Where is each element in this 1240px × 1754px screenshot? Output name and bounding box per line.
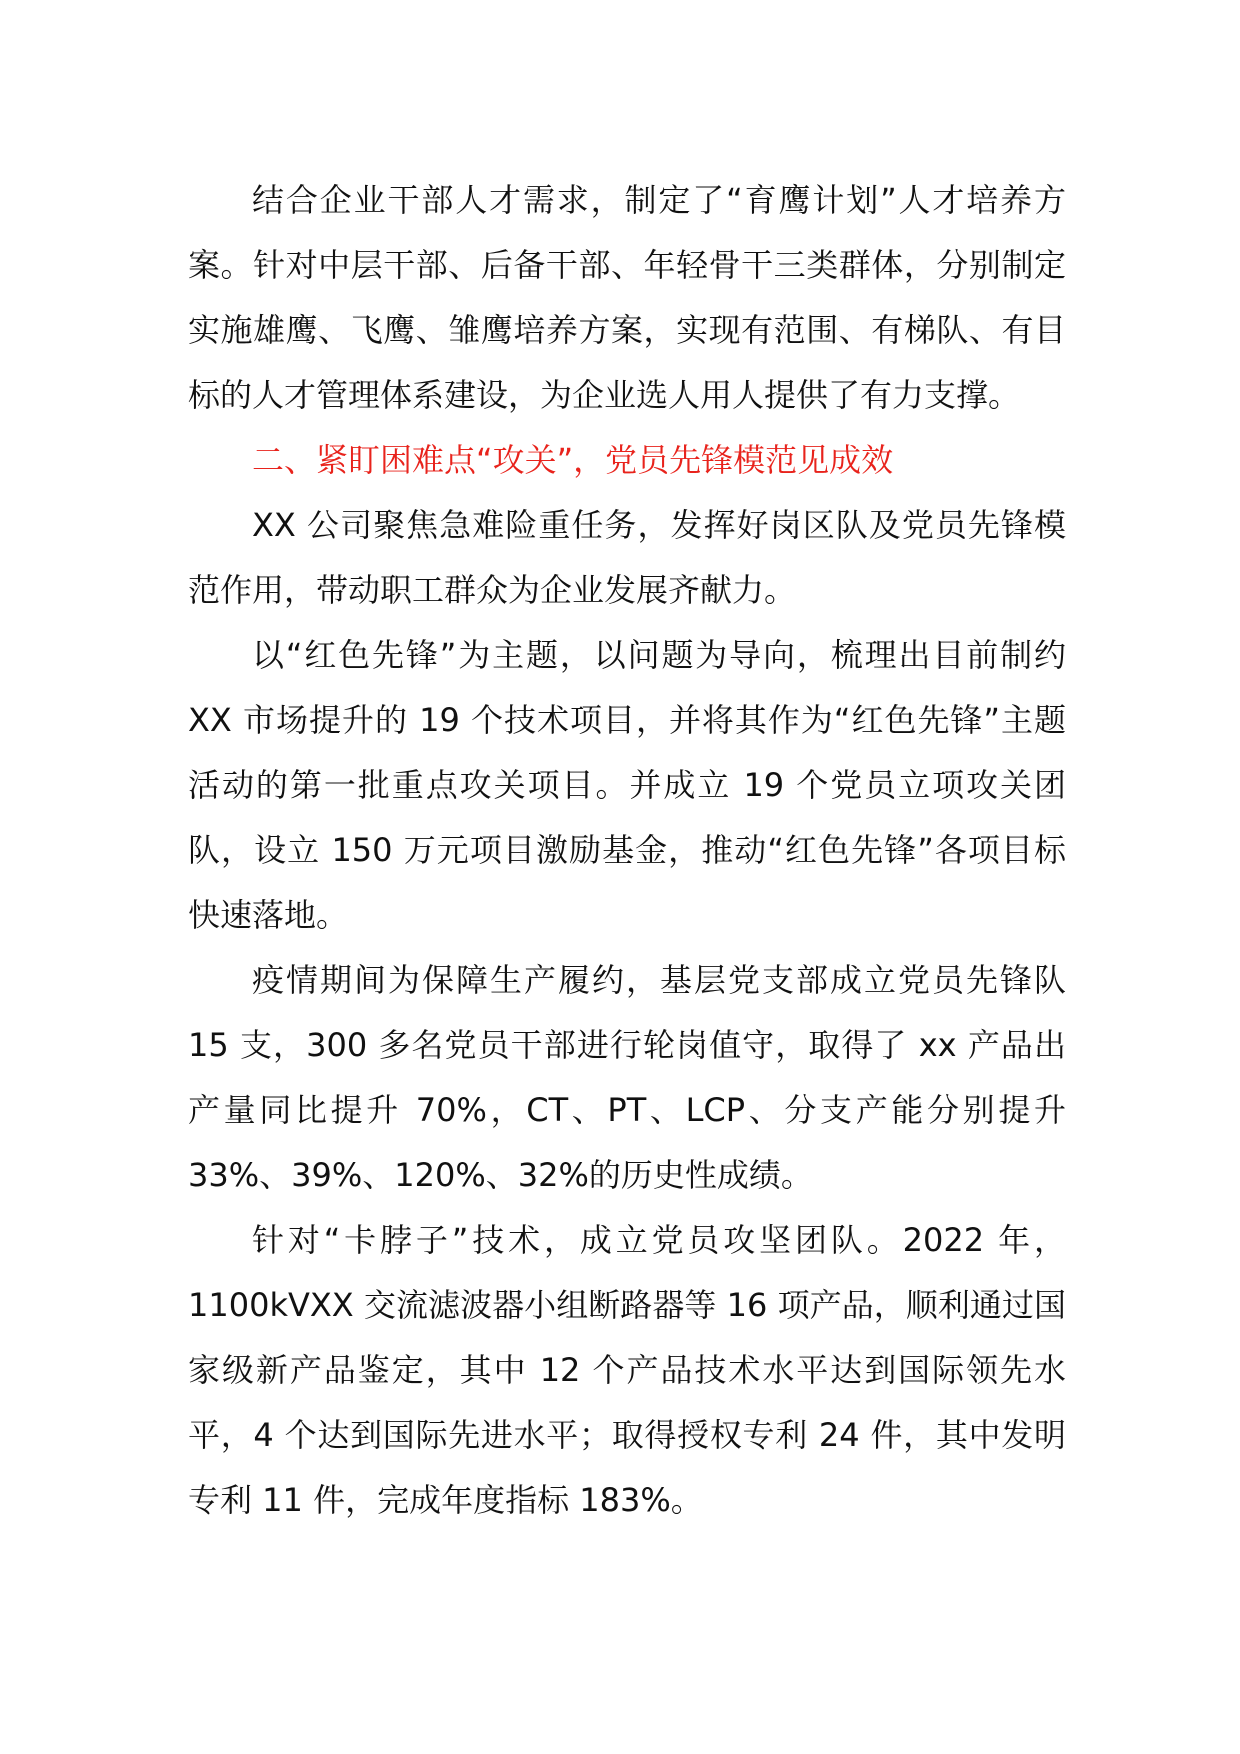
section-heading: 二、紧盯困难点“攻关”，党员先锋模范见成效 xyxy=(252,441,894,479)
document-body xyxy=(188,168,1066,1533)
paragraph-focus-tasks: XX 公司聚焦急难险重任务，发挥好岗区队及党员先锋模范作用，带动职工群众为企业发展齐献力。 xyxy=(188,506,1066,609)
paragraph-red-pioneer: 以“红色先锋”为主题，以问题为导向，梳理出目前制约 XX 市场提升的 19 个技术项目，并将其作为“红色先锋”主题活动的第一批重点攻关项目。并成立 19 个党员立项攻关团队，设立 150 万元项目激励基金，推动“红色先锋”各项目标快速落地。 xyxy=(188,636,1066,934)
paragraph-key-technology: 针对“卡脖子”技术，成立党员攻坚团队。2022 年，1100kVXX 交流滤波器小组断路器等 16 项产品，顺利通过国家级新产品鉴定，其中 12 个产品技术水平达到国际领先水平，4 个达到国际先进水平；取得授权专利 24 件，其中发明专利 11 件，完成年度指标 183%。 xyxy=(188,1221,1066,1519)
paragraph-epidemic-production: 疫情期间为保障生产履约，基层党支部成立党员先锋队 15 支，300 多名党员干部进行轮岗值守，取得了 xx 产品出产量同比提升 70%，CT、PT、LCP、分支产能分别提升 33%、39%、120%、32%的历史性成绩。 xyxy=(188,961,1066,1194)
paragraph-talent-plan: 结合企业干部人才需求，制定了“育鹰计划”人才培养方案。针对中层干部、后备干部、年轻骨干三类群体，分别制定实施雄鹰、飞鹰、雏鹰培养方案，实现有范围、有梯队、有目标的人才管理体系建设，为企业选人用人提供了有力支撑。 xyxy=(188,181,1066,414)
